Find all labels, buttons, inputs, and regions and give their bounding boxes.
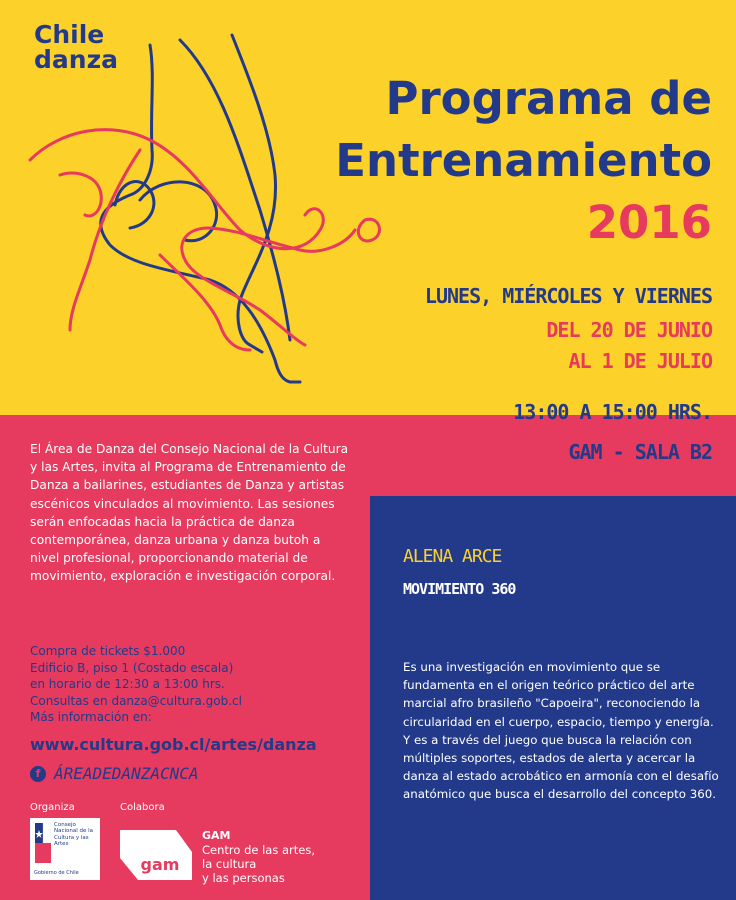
organiza-label: Organiza xyxy=(30,802,75,813)
facebook-handle: ÁREADEDANZACNCA xyxy=(54,764,199,783)
gobierno-logo-footer: Gobierno de Chile xyxy=(34,870,79,876)
schedule-date-line1: DEL 20 DE JUNIO xyxy=(546,318,712,342)
title-line1: Programa de xyxy=(385,72,712,125)
facebook-icon: f xyxy=(30,766,46,782)
ticket-location: Edificio B, piso 1 (Costado escala) xyxy=(30,660,234,675)
chile-danza-logo xyxy=(34,22,118,72)
colabora-label: Colabora xyxy=(120,802,165,813)
logo-line2: danza xyxy=(34,45,118,74)
schedule-days: LUNES, MIÉRCOLES Y VIERNES xyxy=(424,284,712,308)
gam-desc-line3: y las personas xyxy=(202,871,285,885)
gobierno-de-chile-logo xyxy=(30,818,100,880)
intro-paragraph: El Área de Danza del Consejo Nacional de la Cultura y las Artes, invita al Programa de Entrenamiento de Danza a bailarines, estudiantes de Danza y artistas escénicos vinculados al movimiento. Las sesiones serán enfocadas hacia la práctica de danza contemporánea, danza urbana y danza butoh a nivel profesional, proporcionando material de movimiento, exploración e investigación corporal. xyxy=(30,442,349,584)
ticket-info xyxy=(30,643,350,726)
website-link[interactable]: www.cultura.gob.cl/artes/danza xyxy=(30,735,317,754)
ticket-price: Compra de tickets $1.000 xyxy=(30,644,186,658)
schedule-time: 13:00 A 15:00 HRS. xyxy=(513,400,712,424)
logo-line1: Chile xyxy=(34,20,105,49)
ticket-hours: en horario de 12:30 a 13:00 hrs. xyxy=(30,677,225,692)
gam-logo-icon xyxy=(120,830,192,880)
schedule-date-line2: AL 1 DE JULIO xyxy=(568,349,712,373)
facebook-link[interactable] xyxy=(30,764,199,783)
gam-name: GAM xyxy=(202,829,231,842)
gobierno-logo-text: Consejo Nacional de la Cultura y las Artes xyxy=(54,822,94,848)
chile-flag-icon xyxy=(35,823,51,863)
artist-name: ALENA ARCE xyxy=(403,546,502,567)
gam-desc-line2: la cultura xyxy=(202,857,257,871)
ticket-contact: Consultas en danza@cultura.gob.cl xyxy=(30,693,242,708)
schedule-venue: GAM - SALA B2 xyxy=(568,440,712,464)
more-info-label: Más información en: xyxy=(30,710,152,725)
title-year: 2016 xyxy=(586,196,712,249)
piece-description: Es una investigación en movimiento que se fundamenta en el origen teórico práctico del arte marcial afro brasileño "Capoeira", reconociendo la circularidad en el cuerpo, espacio, tiempo y energía. Y es a través del juego que busca la relación con múltiples soportes, estados de alerta y acercar la danza al estado acrobático en armonía con el desafío anatómico que busca el desarrollo del concepto 360. xyxy=(403,660,719,802)
piece-title: MOVIMIENTO 360 xyxy=(403,580,516,598)
gam-description xyxy=(202,843,315,885)
svg-text:gam: gam xyxy=(140,855,180,874)
title-line2: Entrenamiento xyxy=(335,134,712,187)
gam-desc-line1: Centro de las artes, xyxy=(202,843,315,857)
